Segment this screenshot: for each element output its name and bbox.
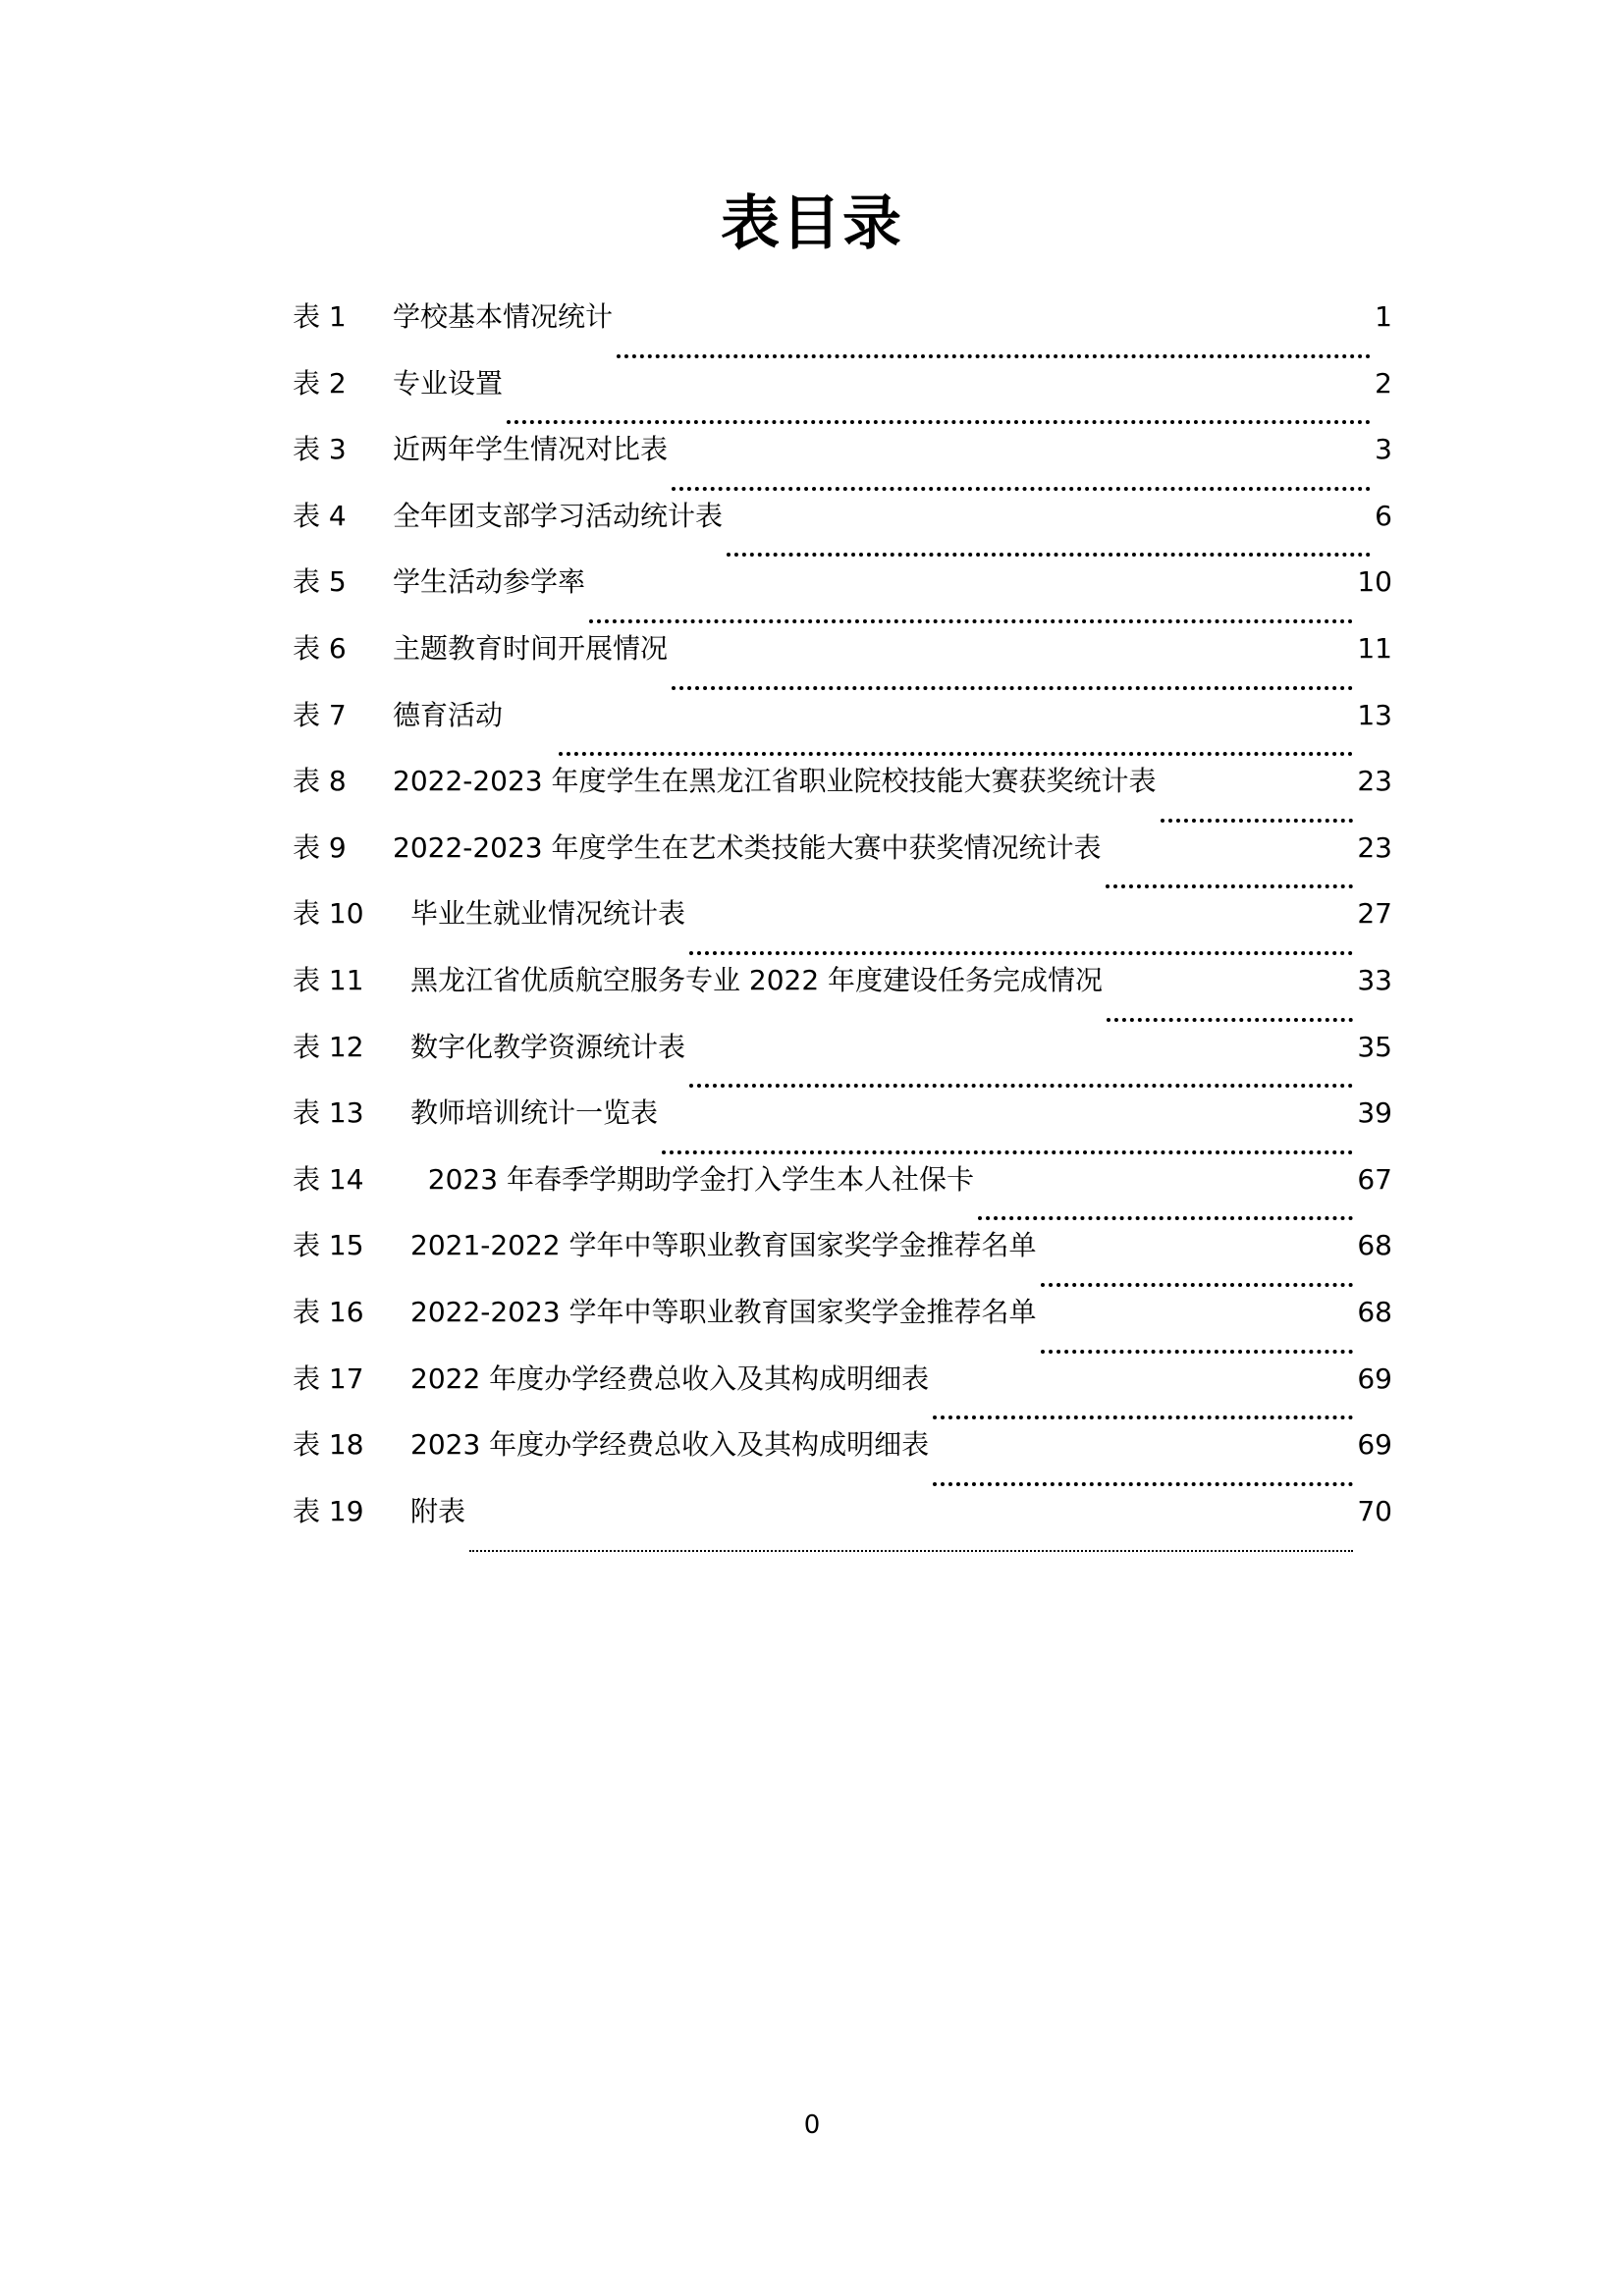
toc-dot-leader <box>689 1060 1353 1088</box>
toc-entry-title: 黑龙江省优质航空服务专业 2022 年度建设任务完成情况 <box>410 963 1104 996</box>
toc-entry-page: 10 <box>1357 565 1392 599</box>
toc-entry-label: 表 2 <box>293 366 347 400</box>
toc-entry-label: 表 1 <box>293 300 347 333</box>
toc-entry-label: 表 10 <box>293 897 364 931</box>
toc-entry-title: 2022-2023 年度学生在艺术类技能大赛中获奖情况统计表 <box>393 830 1102 864</box>
toc-dot-leader <box>1041 1259 1354 1287</box>
toc-entry-label: 表 8 <box>293 765 347 798</box>
toc-entry[interactable] <box>293 433 1392 500</box>
toc-entry-page: 33 <box>1357 963 1392 996</box>
toc-entry[interactable] <box>293 367 1392 434</box>
toc-entry-page: 1 <box>1375 300 1392 333</box>
toc-entry-title: 专业设置 <box>393 366 504 400</box>
toc-entry-page: 70 <box>1357 1494 1392 1527</box>
page-title: 表目录 <box>721 189 903 258</box>
toc-dot-leader <box>469 1524 1353 1552</box>
toc-entry-label: 表 13 <box>293 1096 364 1130</box>
toc-dot-leader <box>1106 861 1354 888</box>
toc-dot-leader <box>1107 994 1353 1022</box>
toc-entry-page: 69 <box>1357 1428 1392 1462</box>
toc-entry[interactable] <box>293 300 1392 367</box>
page-number: 0 <box>803 2110 821 2140</box>
toc-entry-title: 教师培训统计一览表 <box>410 1096 659 1130</box>
toc-entry-page: 27 <box>1357 897 1392 931</box>
toc-entry-label: 表 7 <box>293 698 347 731</box>
toc-entry-page: 67 <box>1357 1162 1392 1196</box>
toc-entry-page: 35 <box>1357 1030 1392 1063</box>
toc-entry-page: 11 <box>1357 631 1392 665</box>
toc-entry-page: 68 <box>1357 1295 1392 1328</box>
toc-entry[interactable] <box>293 1495 1392 1562</box>
toc-entry-label: 表 12 <box>293 1030 364 1063</box>
toc-dot-leader <box>617 331 1371 358</box>
toc-entry[interactable] <box>293 964 1392 1031</box>
toc-entry-label: 表 4 <box>293 499 347 532</box>
toc-entry-label: 表 6 <box>293 631 347 665</box>
toc-entry-page: 23 <box>1357 765 1392 798</box>
toc-entry-title: 德育活动 <box>393 698 556 731</box>
toc-entry[interactable] <box>293 897 1392 964</box>
toc-entry-label: 表 18 <box>293 1428 364 1462</box>
toc-dot-leader <box>589 596 1353 623</box>
toc-dot-leader <box>507 397 1371 424</box>
toc-entry-title: 2023 年春季学期助学金打入学生本人社保卡 <box>410 1162 974 1196</box>
toc-dot-leader <box>933 1392 1353 1419</box>
toc-entry[interactable] <box>293 1031 1392 1097</box>
toc-entry[interactable] <box>293 765 1392 831</box>
toc-entry-label: 表 3 <box>293 433 347 466</box>
toc-entry-page: 23 <box>1357 830 1392 864</box>
toc-entry[interactable] <box>293 1096 1392 1163</box>
toc-entry-page: 2 <box>1375 366 1392 400</box>
toc-dot-leader <box>1161 795 1354 823</box>
toc-entry[interactable] <box>293 699 1392 766</box>
toc-entry-label: 表 16 <box>293 1295 364 1328</box>
toc-entry-label: 表 14 <box>293 1162 364 1196</box>
toc-entry-title: 毕业生就业情况统计表 <box>410 897 686 931</box>
toc-entry-page: 13 <box>1357 698 1392 731</box>
toc-entry-label: 表 19 <box>293 1494 364 1527</box>
toc-dot-leader <box>689 928 1353 955</box>
toc-dot-leader <box>672 663 1353 690</box>
toc-entry-title: 2022-2023 年度学生在黑龙江省职业院校技能大赛获奖统计表 <box>393 765 1157 798</box>
toc-entry[interactable] <box>293 565 1392 632</box>
toc-entry-title: 2022-2023 学年中等职业教育国家奖学金推荐名单 <box>410 1295 1037 1328</box>
toc-entry-title: 2022 年度办学经费总收入及其构成明细表 <box>410 1362 930 1395</box>
toc-entry-label: 表 15 <box>293 1229 364 1262</box>
toc-entry-title: 主题教育时间开展情况 <box>393 631 669 665</box>
toc-entry[interactable] <box>293 1229 1392 1296</box>
toc-entry-page: 3 <box>1375 433 1392 466</box>
toc-entry-title: 学生活动参学率 <box>393 565 586 599</box>
toc-dot-leader <box>662 1127 1353 1154</box>
toc-entry-title: 学校基本情况统计 <box>393 300 614 333</box>
toc-entry-title: 2021-2022 学年中等职业教育国家奖学金推荐名单 <box>410 1229 1037 1262</box>
toc-entry[interactable] <box>293 1296 1392 1362</box>
toc-entry-page: 68 <box>1357 1229 1392 1262</box>
toc-entry-page: 6 <box>1375 499 1392 532</box>
toc-entry[interactable] <box>293 1163 1392 1230</box>
toc-entry-label: 表 5 <box>293 565 347 599</box>
toc-entry[interactable] <box>293 632 1392 699</box>
toc-entry[interactable] <box>293 1428 1392 1495</box>
toc-entry-title: 附表 <box>410 1494 466 1527</box>
toc-entry-label: 表 17 <box>293 1362 364 1395</box>
toc-dot-leader <box>933 1459 1353 1486</box>
toc-dot-leader <box>978 1193 1353 1220</box>
toc-entry[interactable] <box>293 500 1392 566</box>
toc-entry[interactable] <box>293 831 1392 898</box>
toc-dot-leader <box>727 529 1371 557</box>
toc-dot-leader <box>672 463 1371 491</box>
toc-entry-label: 表 11 <box>293 963 364 996</box>
toc-entry-title: 近两年学生情况对比表 <box>393 433 669 466</box>
toc-entry[interactable] <box>293 1362 1392 1429</box>
toc-entry-page: 39 <box>1357 1096 1392 1130</box>
toc-entry-title: 全年团支部学习活动统计表 <box>393 499 724 532</box>
toc-entry-title: 数字化教学资源统计表 <box>410 1030 686 1063</box>
toc-entry-label: 表 9 <box>293 830 347 864</box>
toc-dot-leader <box>1041 1326 1354 1354</box>
table-of-contents <box>293 300 1392 1561</box>
toc-dot-leader <box>559 728 1353 756</box>
toc-entry-page: 69 <box>1357 1362 1392 1395</box>
toc-entry-title: 2023 年度办学经费总收入及其构成明细表 <box>410 1428 930 1462</box>
